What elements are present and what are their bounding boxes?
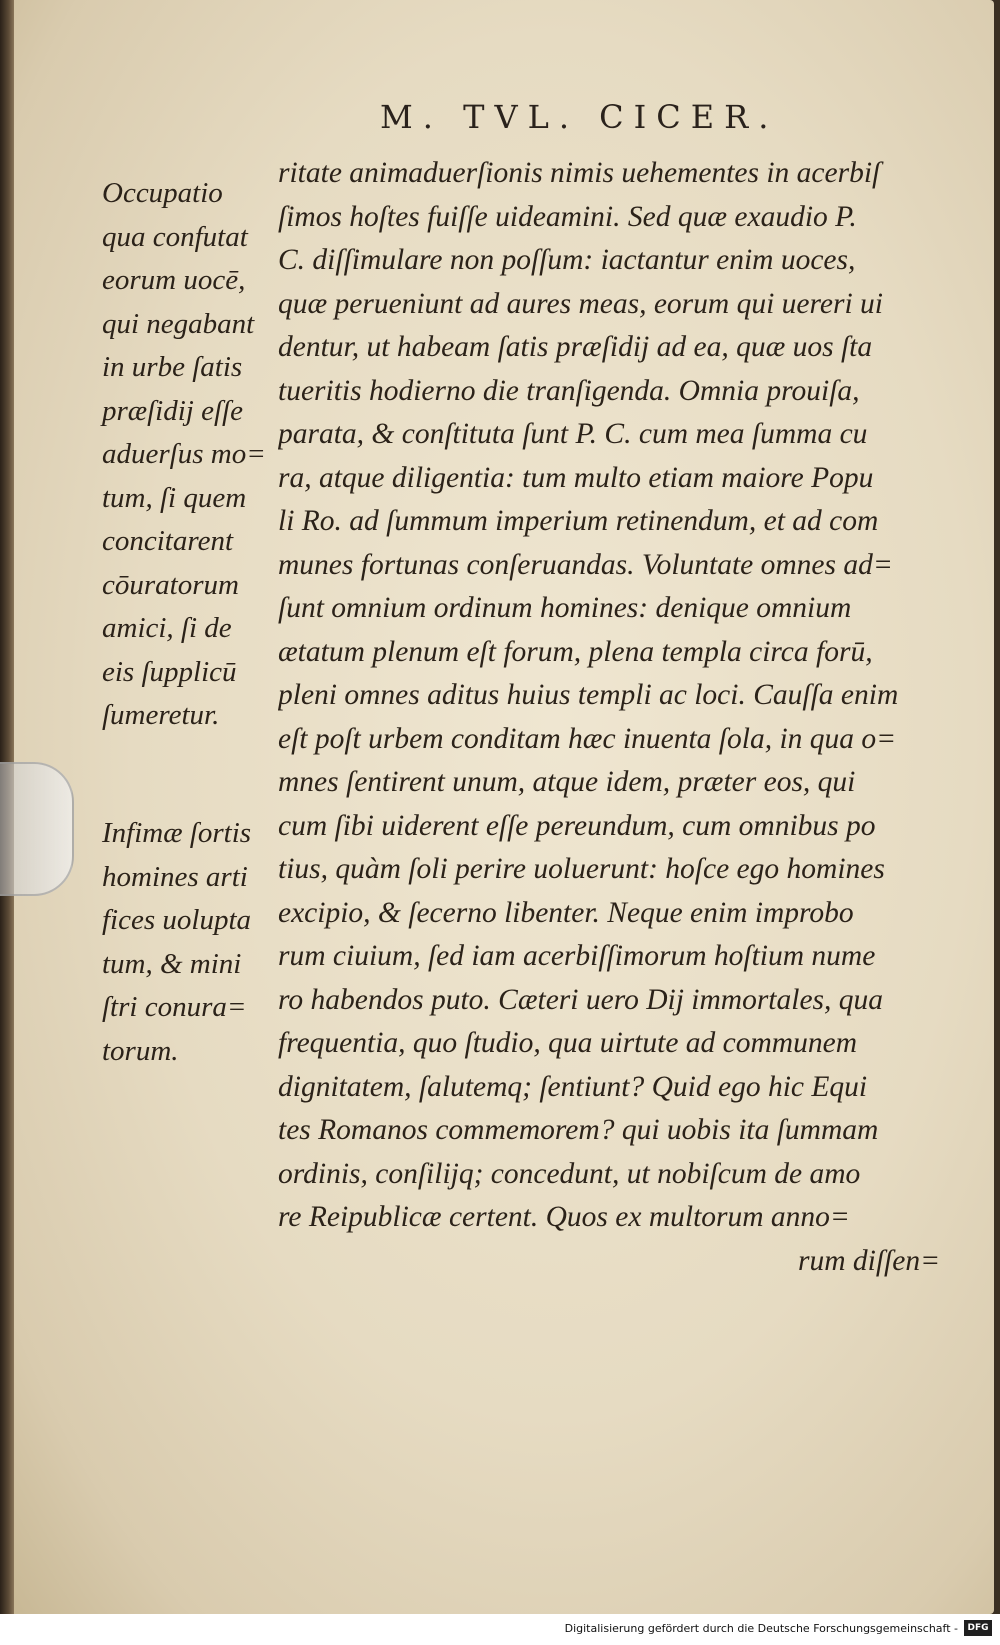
marginal-note-line: eorum uocē,	[102, 264, 246, 296]
body-line: dignitatem, ſalutemq; ſentiunt? Quid ego hic Equi	[278, 1070, 868, 1103]
marginal-note-line: homines arti	[102, 860, 248, 893]
body-line: tius, quàm ſoli perire uoluerunt: hoſce ego homines	[278, 853, 885, 885]
body-line: re Reipublicæ certent. Quos ex multorum anno=	[278, 1201, 850, 1233]
marginal-note-line: Occupatio	[102, 177, 223, 209]
marginal-note-line: qua confutat	[102, 220, 248, 253]
body-line: parata, & conſtituta ſunt P. C. cum mea ſumma cu	[278, 418, 868, 450]
marginal-note-line: præſidij eſſe	[102, 394, 243, 427]
body-line: ra, atque diligentia: tum multo etiam maiore Popu	[278, 461, 874, 494]
body-line: pleni omnes aditus huius templi ac loci. Cauſſa enim	[278, 679, 899, 711]
marginal-note-2	[102, 812, 277, 1073]
marginal-note-line: fices uolupta	[102, 904, 252, 936]
body-line: quæ perueniunt ad aures meas, eorum qui uereri ui	[278, 287, 883, 320]
body-line: ro habendos puto. Cæteri uero Dij immortales, qua	[278, 983, 884, 1016]
running-title: M. TVL. CICER.	[380, 98, 779, 136]
body-line: tueritis hodierno die tranſigenda. Omnia prouiſa,	[278, 374, 860, 407]
body-line: rum diſſen=	[798, 1244, 940, 1277]
page-clip	[0, 762, 74, 896]
body-line: mnes ſentirent unum, atque idem, præter eos, qui	[278, 766, 856, 798]
marginal-note-line: ſtri conura=	[102, 991, 247, 1023]
body-line: ſimos hoſtes fuiſſe uideamini. Sed quæ exaudio P.	[278, 200, 857, 233]
marginal-note-line: eis ſupplicū	[102, 655, 237, 688]
marginal-note-line: qui negabant	[102, 307, 255, 340]
body-line: cum ſibi uiderent eſſe pereundum, cum omnibus po	[278, 809, 876, 842]
body-line: C. diſſimulare non poſſum: iactantur enim uoces,	[278, 244, 856, 276]
marginal-note-line: tum, ſi quem	[102, 481, 247, 514]
marginal-note-line: in urbe ſatis	[102, 351, 243, 383]
body-line: munes fortunas conſeruandas. Voluntate omnes ad=	[278, 548, 893, 581]
body-line: ordinis, conſilijq; concedunt, ut nobiſcum de amo	[278, 1157, 861, 1190]
marginal-note-line: concitarent	[102, 525, 233, 557]
footer-bar	[0, 1614, 1000, 1645]
body-line: eſt poſt urbem conditam hæc inuenta ſola, in qua o=	[278, 722, 897, 755]
body-line: rum ciuium, ſed iam acerbiſſimorum hoſtium nume	[278, 940, 876, 972]
body-line: excipio, & ſecerno libenter. Neque enim improbo	[278, 896, 854, 929]
body-line: frequentia, quo ſtudio, qua uirtute ad communem	[278, 1027, 858, 1059]
marginal-note-line: amici, ſi de	[102, 612, 232, 644]
body-text	[278, 152, 940, 1283]
marginal-note-1	[102, 172, 277, 738]
body-line: ætatum plenum eſt forum, plena templa circa forū,	[278, 635, 873, 668]
marginal-note-line: ſumeretur.	[102, 699, 220, 731]
body-line: tes Romanos commemorem? qui uobis ita ſummam	[278, 1114, 879, 1146]
body-line: ſunt omnium ordinum homines: denique omnium	[278, 592, 852, 624]
footer-credit: Digitalisierung gefördert durch die Deutsche Forschungsgemeinschaft -	[564, 1622, 958, 1635]
marginal-note-line: aduerſus mo=	[102, 438, 266, 470]
marginal-note-line: cōuratorum	[102, 568, 239, 601]
marginal-note-line: Infimæ ſortis	[102, 817, 252, 849]
marginal-note-line: torum.	[102, 1034, 179, 1067]
dfg-logo: DFG	[964, 1620, 992, 1636]
marginal-note-line: tum, & mini	[102, 947, 242, 980]
body-line: li Ro. ad ſummum imperium retinendum, et ad com	[278, 505, 879, 537]
body-line: ritate animaduerſionis nimis uehementes in acerbiſ	[278, 157, 881, 189]
body-line: dentur, ut habeam ſatis præſidij ad ea, quæ uos ſta	[278, 331, 873, 363]
